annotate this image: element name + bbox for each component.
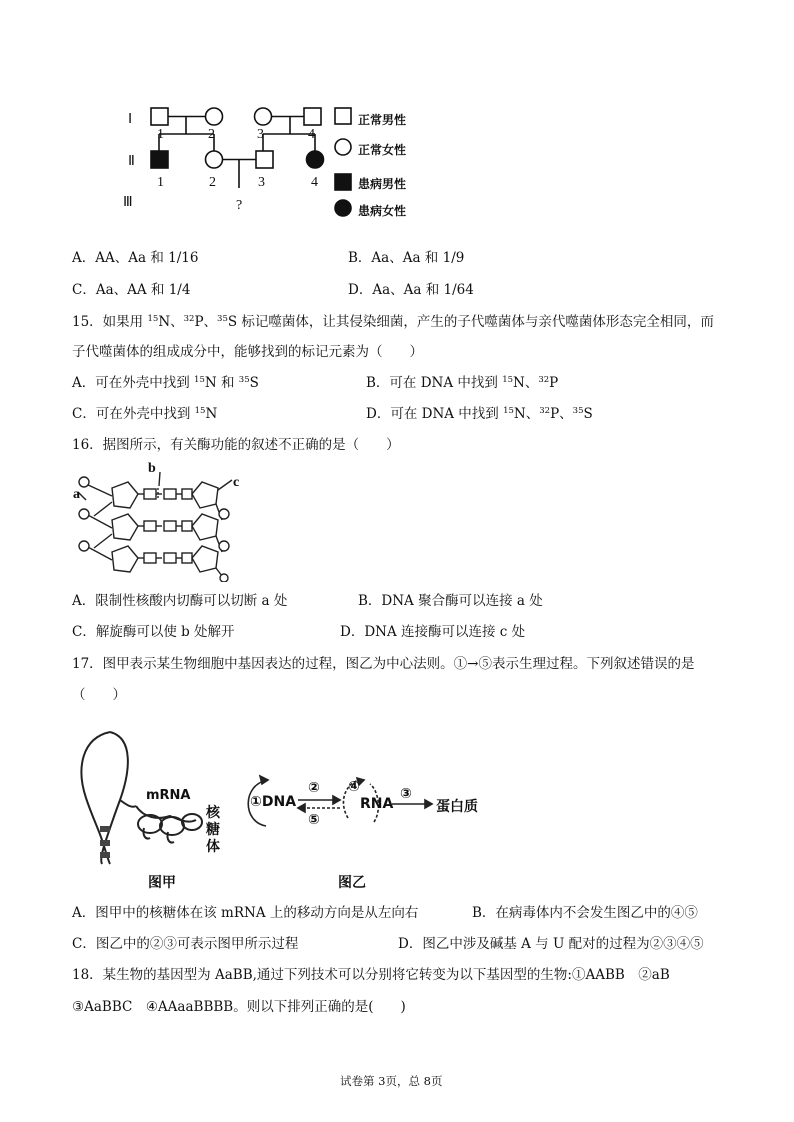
gen1-female-2 [206, 108, 223, 125]
yi-circle-2: ② [308, 780, 320, 796]
q16-stem: 16．据图所示，有关酶功能的叙述不正确的是（ ） [72, 437, 400, 453]
dna-label-b: b [148, 461, 156, 476]
q16-option-b[interactable]: B．DNA 聚合酶可以连接 a 处 [358, 593, 543, 609]
q14-option-a[interactable]: A．AA、Aa 和 1/16 [72, 250, 199, 266]
q16-option-a[interactable]: A．限制性核酸内切酶可以切断 a 处 [72, 593, 288, 609]
q15-option-c[interactable]: C．可在外壳中找到 $^{15}$N [72, 406, 218, 422]
dna-label-c: c [233, 475, 240, 490]
yi-protein: 蛋白质 [436, 799, 478, 815]
q15-option-d[interactable]: D．可在 DNA 中找到 $^{15}$N、$^{32}$P、$^{35}$S [366, 406, 593, 422]
gen2-male-3 [256, 151, 273, 168]
legend-normal-female: 正常女性 [358, 143, 407, 157]
ribosome-label: 核糖体 [206, 805, 220, 855]
yi-circle-3: ③ [400, 786, 412, 802]
gen-label-3: Ⅲ [123, 195, 133, 210]
legend-affected-female-icon [335, 200, 351, 216]
gen1-num-4: 4 [308, 127, 315, 142]
legend-normal-female-icon [335, 139, 351, 155]
gen2-female-4-affected [307, 151, 324, 168]
gen-label-1: Ⅰ [128, 112, 133, 127]
gen2-female-2 [206, 151, 223, 168]
q15-option-a[interactable]: A．可在外壳中找到 $^{15}$N 和 $^{35}$S [72, 375, 259, 391]
figure-yi-caption: 图乙 [338, 875, 366, 891]
gen2-num-2: 2 [209, 175, 216, 190]
dna-structure-figure [72, 464, 240, 582]
q14-option-d[interactable]: D．Aa、Aa 和 1/64 [348, 282, 474, 298]
gen1-num-2: 2 [208, 127, 215, 142]
q17-option-c[interactable]: C．图乙中的②③可表示图甲所示过程 [72, 936, 299, 952]
q17-stem-line1: 17．图甲表示某生物细胞中基因表达的过程，图乙为中心法则。①→⑤表示生理过程。下列叙述错误的是 [72, 656, 695, 672]
gen1-num-3: 3 [257, 127, 264, 142]
yi-rna: RNA [360, 796, 394, 812]
q18-stem-line2: ③AaBBC ④AAaaBBBB。则以下排列正确的是( ) [72, 999, 406, 1015]
q15-stem-line2: 子代噬菌体的组成成分中，能够找到的标记元素为（ ） [72, 344, 423, 360]
q16-option-c[interactable]: C．解旋酶可以使 b 处解开 [72, 624, 235, 640]
gen3-unknown: ? [236, 198, 243, 213]
q17-option-d[interactable]: D．图乙中涉及碱基 A 与 U 配对的过程为②③④⑤ [398, 936, 704, 952]
q14-option-c[interactable]: C．Aa、AA 和 1/4 [72, 282, 191, 298]
q15-option-b[interactable]: B．可在 DNA 中找到 $^{15}$N、$^{32}$P [366, 375, 559, 391]
gen1-female-3 [255, 108, 272, 125]
q14-option-b[interactable]: B．Aa、Aa 和 1/9 [348, 250, 465, 266]
legend-affected-female: 患病女性 [358, 204, 407, 218]
gen2-male-1-affected [151, 151, 168, 168]
legend-affected-male: 患病男性 [358, 177, 407, 191]
gen2-num-1: 1 [157, 175, 164, 190]
gen1-male-1 [151, 108, 168, 125]
yi-circle-5: ⑤ [308, 812, 320, 828]
gen-label-2: Ⅱ [128, 154, 135, 169]
q17-stem-line2: （ ） [72, 687, 126, 703]
dna-label-a: a [73, 487, 80, 502]
q17-option-a[interactable]: A．图甲中的核糖体在该 mRNA 上的移动方向是从左向右 [72, 905, 419, 921]
gen2-num-4: 4 [311, 175, 318, 190]
yi-dna: ①DNA [250, 794, 297, 810]
figure-jia-caption: 图甲 [148, 875, 176, 891]
gen1-male-4 [304, 108, 321, 125]
q18-stem-line1: 18．某生物的基因型为 AaBB,通过下列技术可以分别将它转变为以下基因型的生物:①AABB ②aB [72, 967, 670, 983]
mrna-label: mRNA [146, 788, 191, 803]
legend-normal-male: 正常男性 [358, 113, 407, 127]
legend-normal-male-icon [335, 108, 351, 124]
q15-stem-line1: 15．如果用 $^{15}$N、$^{32}$P、$^{35}$S 标记噬菌体，让其侵染细菌，产生的子代噬菌体与亲代噬菌体形态完全相同，而 [72, 314, 714, 330]
gen1-num-1: 1 [157, 127, 164, 142]
gen2-num-3: 3 [258, 175, 265, 190]
q16-option-d[interactable]: D．DNA 连接酶可以连接 c 处 [340, 624, 526, 640]
page-footer: 试卷第 3页，总 8页 [340, 1074, 443, 1088]
yi-circle-4: ④ [348, 779, 360, 795]
q17-option-b[interactable]: B．在病毒体内不会发生图乙中的④⑤ [472, 905, 698, 921]
legend-affected-male-icon [335, 174, 351, 190]
